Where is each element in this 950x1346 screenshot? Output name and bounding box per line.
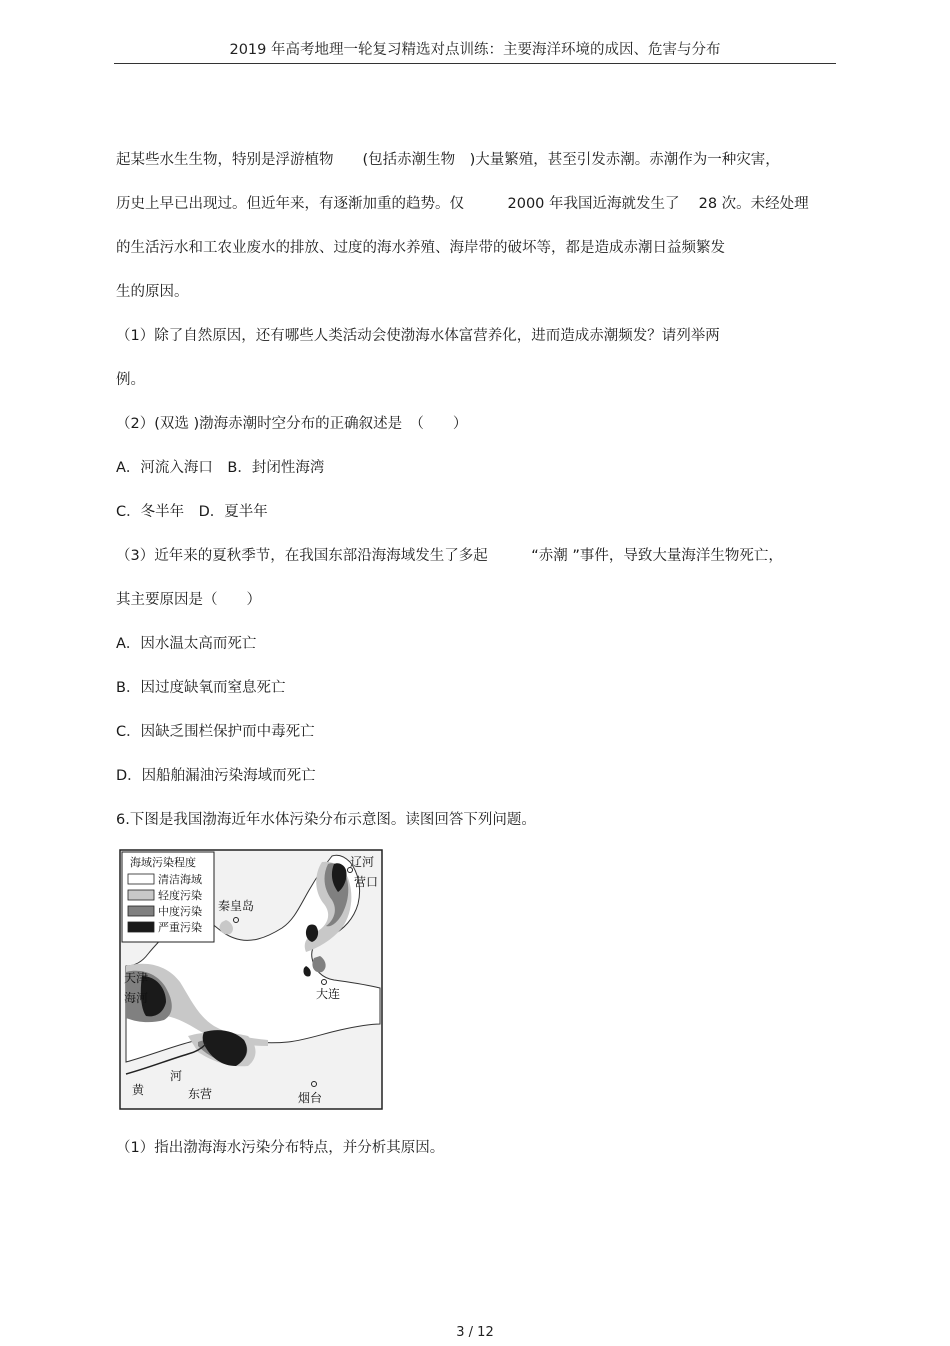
legend-swatch: [128, 906, 154, 916]
legend-swatch: [128, 922, 154, 932]
question-6: 6.下图是我国渤海近年水体污染分布示意图。读图回答下列问题。: [116, 812, 536, 828]
legend-title: 海域污染程度: [130, 856, 196, 869]
legend-label: 清洁海域: [158, 873, 202, 886]
option-c: C．因缺乏围栏保护而中毒死亡: [116, 724, 315, 740]
paragraph-line: 生的原因。: [116, 284, 189, 300]
label-tianjin: 天津: [124, 971, 149, 985]
label-dongying: 东营: [188, 1087, 213, 1101]
legend-label: 严重污染: [158, 921, 202, 934]
bohai-pollution-map: [118, 848, 384, 1111]
label-qinhuangdao: 秦皇岛: [218, 899, 255, 913]
label-yantai: 烟台: [298, 1091, 323, 1105]
option-line: C．冬半年 D．夏半年: [116, 504, 268, 520]
question-3: （3）近年来的夏秋季节，在我国东部沿海海域发生了多起 “赤潮 ”事件，导致大量海洋生物死亡，: [116, 548, 783, 564]
label-yingkou: 营口: [354, 875, 379, 889]
question-2: （2）(双选 )渤海赤潮时空分布的正确叙述是 （ ）: [116, 416, 468, 432]
option-b: B．因过度缺氧而窒息死亡: [116, 680, 286, 696]
paragraph-line: 起某些水生生物，特别是浮游植物 (包括赤潮生物 )大量繁殖，甚至引发赤潮。赤潮作为一种灾害，: [116, 152, 780, 168]
label-dalian: 大连: [316, 987, 341, 1001]
option-line: A．河流入海口 B．封闭性海湾: [116, 460, 325, 476]
legend-label: 中度污染: [158, 905, 202, 918]
option-d: D．因船舶漏油污染海域而死亡: [116, 768, 316, 784]
page-number: 3 / 12: [456, 1325, 494, 1340]
question-1-cont: 例。: [116, 372, 145, 388]
legend-label: 轻度污染: [158, 889, 202, 902]
label-huang: 黄: [132, 1083, 145, 1097]
option-a: A．因水温太高而死亡: [116, 636, 257, 652]
label-he: 河: [170, 1069, 183, 1083]
header-rule: [114, 63, 836, 64]
legend-swatch: [128, 874, 154, 884]
page-header: 2019 年高考地理一轮复习精选对点训练：主要海洋环境的成因、危害与分布: [229, 42, 721, 58]
paragraph-line: 的生活污水和工农业废水的排放、过度的海水养殖、海岸带的破坏等，都是造成赤潮日益频繁发: [116, 240, 725, 256]
legend-swatch: [128, 890, 154, 900]
map-legend: [122, 852, 214, 942]
paragraph-line: 历史上早已出现过。但近年来，有逐渐加重的趋势。仅 2000 年我国近海就发生了 28 次。未经处理: [116, 196, 809, 212]
label-liaohe: 辽河: [350, 855, 375, 869]
question-3-cont: 其主要原因是（ ）: [116, 592, 261, 608]
question-1: （1）除了自然原因，还有哪些人类活动会使渤海水体富营养化，进而造成赤潮频发？请列举两: [116, 328, 720, 344]
question-6-1: （1）指出渤海海水污染分布特点，并分析其原因。: [116, 1140, 445, 1156]
label-haihe: 海河: [124, 991, 149, 1005]
